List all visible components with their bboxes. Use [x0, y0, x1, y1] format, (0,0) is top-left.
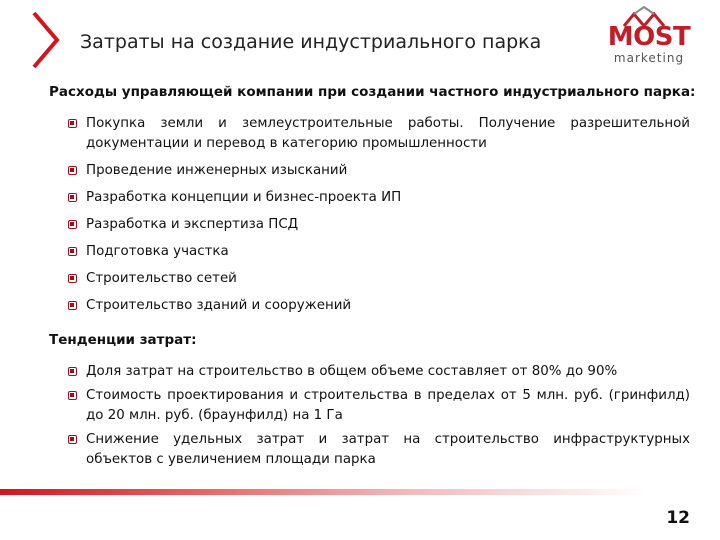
slide-title: Затраты на создание индустриального парка: [80, 31, 542, 53]
bullet-icon: [68, 301, 77, 310]
bullet-icon: [68, 274, 77, 283]
expenses-list: [68, 114, 690, 316]
trends-list: [68, 362, 690, 470]
bullet-icon: [68, 166, 77, 175]
chevron-arrow-icon: [31, 11, 61, 69]
list-item: [68, 114, 690, 154]
list-item-text: Разработка и экспертиза ПСД: [86, 217, 299, 232]
bullet-icon: [68, 193, 77, 202]
list-item: [68, 296, 690, 316]
list-item: [68, 430, 690, 470]
list-item-text: Покупка земли и землеустроительные работы. Получение разрешительной документации и перевод в категорию промышленности: [86, 116, 690, 151]
list-item: [68, 161, 690, 181]
list-item: [68, 188, 690, 208]
list-item-text: Разработка концепции и бизнес-проекта ИП: [86, 190, 402, 205]
section-heading-trends: Тенденции затрат:: [49, 332, 197, 348]
list-item-text: Строительство зданий и сооружений: [86, 298, 352, 313]
list-item-text: Подготовка участка: [86, 244, 229, 259]
list-item: [68, 215, 690, 235]
list-item-text: Проведение инженерных изысканий: [86, 163, 348, 178]
logo-wordmark: MOST: [607, 22, 691, 52]
list-item: [68, 386, 690, 426]
page-number: 12: [666, 508, 690, 528]
bullet-icon: [68, 367, 77, 376]
list-item: [68, 242, 690, 262]
bullet-icon: [68, 220, 77, 229]
list-item: [68, 362, 690, 382]
footer-divider: [0, 489, 720, 495]
list-item-text: Строительство сетей: [86, 271, 237, 286]
most-marketing-logo: [600, 6, 698, 68]
list-item: [68, 269, 690, 289]
bullet-icon: [68, 391, 77, 400]
bullet-icon: [68, 247, 77, 256]
bullet-icon: [68, 435, 77, 444]
list-item-text: Доля затрат на строительство в общем объеме составляет от 80% до 90%: [86, 364, 618, 379]
bullet-icon: [68, 119, 77, 128]
logo-subtext: marketing: [613, 51, 685, 65]
list-item-text: Снижение удельных затрат и затрат на строительство инфраструктурных объектов с увеличением площади парка: [86, 432, 690, 467]
list-item-text: Стоимость проектирования и строительства в пределах от 5 млн. руб. (гринфилд) до 20 млн. руб. (браунфилд) на 1 Га: [86, 388, 690, 423]
section-heading-expenses: Расходы управляющей компании при создании частного индустриального парка:: [49, 84, 696, 100]
